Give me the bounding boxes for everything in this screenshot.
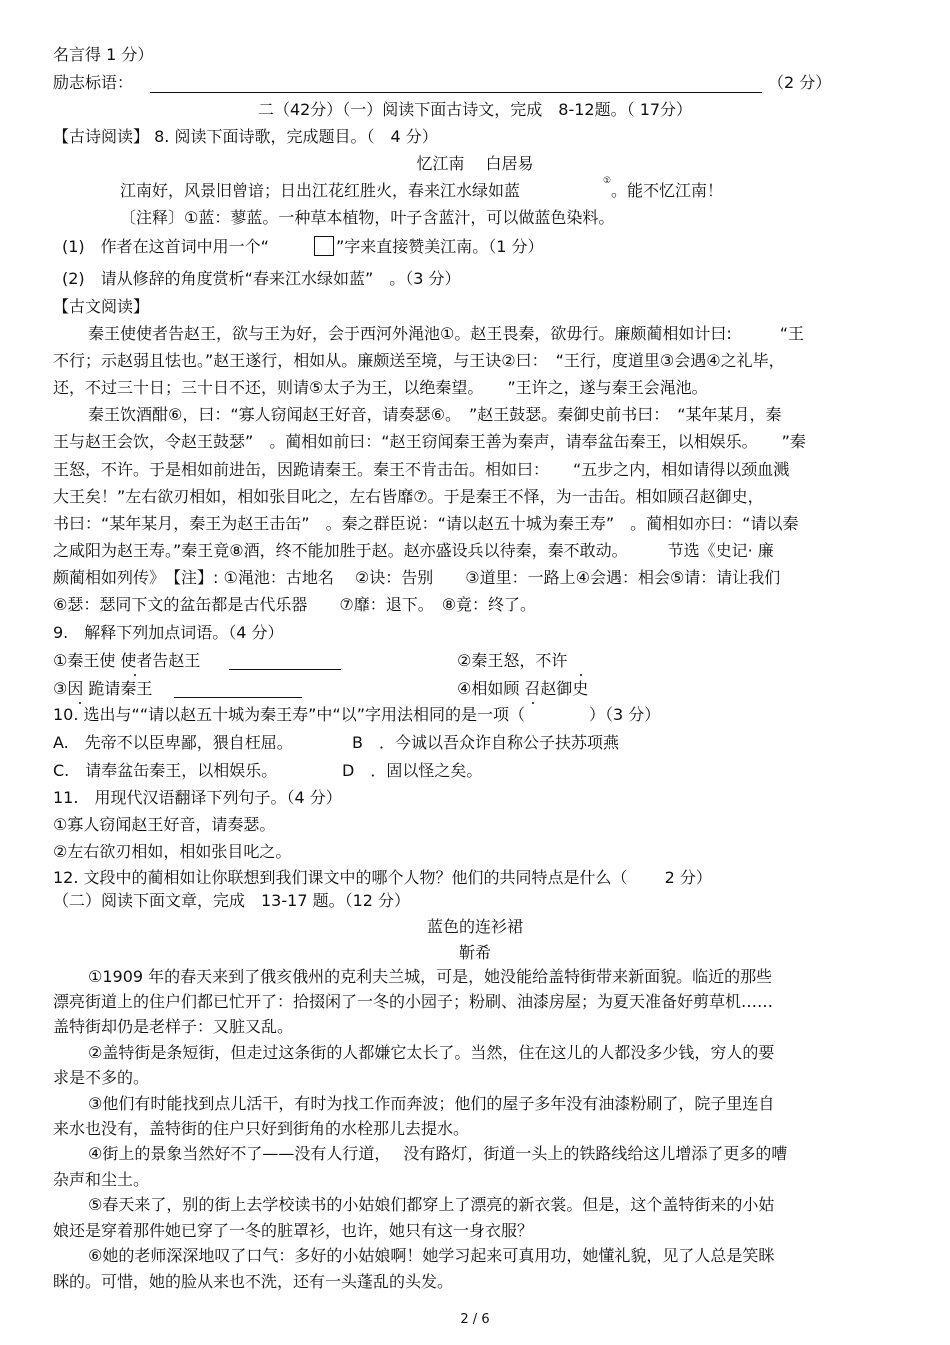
poem-question-heading: 【古诗阅读】 8. 阅读下面诗歌，完成题目。（ 4 分） [53,127,438,146]
article-line: ①1909 年的春天来到了俄亥俄州的克利夫兰城，可是，她没能给盖特街带来新面貌。临近的那些 [88,967,773,986]
poem-line-end: 。能不忆江南！ [611,181,724,200]
article-line: 漂亮街道上的住户们都已忙开了：拾掇闲了一冬的小园子；粉刷、油漆房屋；为夏天准备好剪草机…… [53,992,774,1011]
slogan-label: 励志标语： [53,73,134,92]
answer-line [174,697,302,698]
article-line: 盖特街却仍是老样子：又脏又乱。 [53,1017,294,1036]
emphasis-dot [134,674,136,676]
classical-heading: 【古文阅读】 [53,297,150,316]
classical-line: 王与赵王会饮，令赵王鼓瑟” 。蔺相如前曰：“赵王窃闻秦王善为秦声，请奉盆缶秦王，以相娱乐。 ”秦 [53,432,806,451]
question-10-option-d: D ．固以怪之矣。 [342,761,483,780]
article-line: 娘还是穿着那件她已穿了一冬的脏罩衫，也许，她只有这一身衣服？ [53,1221,534,1240]
page-number: 2 / 6 [460,1312,490,1327]
article-line: 求是不多的。 [53,1068,150,1087]
question-10-option-b: B ．今诚以吾众诈自称公子扶苏项燕 [352,733,619,752]
emphasis-dot [580,674,582,676]
article-line: 来水也没有，盖特街的住户只好到街角的水栓那儿去提水。 [53,1119,470,1138]
question-11: 11. 用现代汉语翻译下列句子。（4 分） [53,788,342,807]
question-9-item-3: ③因 跪请秦王 [53,679,153,698]
article-author: 靳希 [458,943,491,962]
article-line: ③他们有时能找到点儿活干，有时为找工作而奔波；他们的屋子多年没有油漆粉刷了，院子里连自 [88,1094,775,1113]
article-line: ②盖特街是条短街，但走过这条街的人都嫌它太长了。当然，住在这儿的人都没多少钱，穷人的要 [88,1043,775,1062]
poem-note: 〔注释〕①蓝：蓼蓝。一种草本植物，叶子含蓝汁，可以做蓝色染料。 [120,208,615,227]
question-12: 12. 文段中的蔺相如让你联想到我们课文中的哪个人物？他们的共同特点是什么（ 2 分） [53,868,712,887]
question-10: 10. 选出与““请以赵五十城为秦王寿”中“以”字用法相同的是一项（ ）（3 分） [53,705,661,724]
article-line: 杂声和尘土。 [53,1170,150,1189]
classical-line: ⑥瑟：瑟同下文的盆缶都是古代乐器 ⑦靡：退下。 ⑧竟：终了。 [53,595,537,614]
poem-question-2: (2) 请从修辞的角度赏析“春来江水绿如蓝” 。（3 分） [62,269,461,288]
classical-line: 大王矣！”左右欲刃相如，相如张目叱之，左右皆靡⑦。于是秦王不怿，为一击缶。相如顾召赵御史， [53,487,764,506]
classical-line: 还，不过三十日；三十日不还，则请⑤太子为王，以绝秦望。 ”王许之，遂与秦王会渑池。 [53,378,708,397]
poem-question-1-end: ”字来直接赞美江南。（1 分） [336,237,544,256]
slogan-score: （2 分） [768,73,832,92]
classical-line: 王怒，不许。于是相如前进缶，因跪请秦王。秦王不肯击缶。相如曰： “五步之内，相如请得以颈血溅 [53,460,790,479]
answer-line [229,669,341,670]
question-9-item-4: ④相如顾 召赵御史 [457,679,589,698]
classical-line: 不行；示赵弱且怯也。”赵王遂行，相如从。廉颇送至境，与王诀②曰： “王行，度道里③会遇④之礼毕， [53,351,785,370]
poem-note-mark: ① [603,176,612,186]
classical-line: 秦王使使者告赵王，欲与王为好，会于西河外渑池①。赵王畏秦，欲毋行。廉颇蔺相如计曰: “王 [88,324,805,343]
question-10-option-a: A. 先帝不以臣卑鄙，猥自枉屈。 [53,733,293,752]
question-10-option-c: C. 请奉盆缶秦王，以相娱乐。 [53,761,278,780]
article-line: ⑤春天来了，别的街上去学校读书的小姑娘们都穿上了漂亮的新衣裳。但是，这个盖特街来的小姑 [88,1195,775,1214]
modern-heading: （二）阅读下面文章，完成 13-17 题。（12 分） [53,891,411,910]
answer-box [314,236,334,256]
question-11-item-1: ①寡人窃闻赵王好音，请奏瑟。 [53,815,276,834]
question-9-item-2: ②秦王怒，不许 [457,651,568,670]
classical-line: 颇蔺相如列传》 【注】: ①渑池：古地名 ②诀：告别 ③道里：一路上④会遇：相会⑤请：请让我们 [53,568,781,587]
article-line: 眯的。可惜，她的脸从来也不洗，还有一头蓬乱的头发。 [53,1272,454,1291]
question-9: 9. 解释下列加点词语。（4 分） [53,623,284,642]
slogan-answer-line [150,92,762,93]
section2-heading: 二（42分）（一）阅读下面古诗文，完成 8-12题。（ 17分） [257,100,693,119]
article-line: ⑥她的老师深深地叹了口气：多好的小姑娘啊！她学习起来可真用功，她懂礼貌，见了人总是笑眯 [88,1246,775,1265]
question-11-item-2: ②左右欲刃相如，相如张目叱之。 [53,842,292,861]
classical-line: 书曰：“某年某月，秦王为赵王击缶” 。秦之群臣说：“请以赵五十城为秦王寿” 。蔺相如亦曰：“请以秦 [53,514,799,533]
mingyan-line: 名言得 1 分） [53,45,154,64]
classical-line: 之咸阳为赵王寿。”秦王竟⑧酒，终不能加胜于赵。赵亦盛设兵以待秦，秦不敢动。 节选《史记· 廉 [53,541,774,560]
poem-title: 忆江南 白居易 [416,154,534,173]
article-title: 蓝色的连衫裙 [426,917,523,936]
question-9-item-1: ①秦王使 使者告赵王 [53,651,201,670]
poem-question-1: (1) 作者在这首词中用一个“ [62,237,269,256]
article-line: ④街上的景象当然好不了——没有人行道， 没有路灯，街道一头上的铁路线给这儿增添了更多的嘈 [88,1144,788,1163]
poem-line: 江南好，风景旧曾谙；日出江花红胜火，春来江水绿如蓝 [120,181,521,200]
classical-line: 秦王饮酒酣⑥，曰：“寡人窃闻赵王好音，请奏瑟⑥。 ”赵王鼓瑟。秦御史前书曰： “某年某月，秦 [88,405,782,424]
